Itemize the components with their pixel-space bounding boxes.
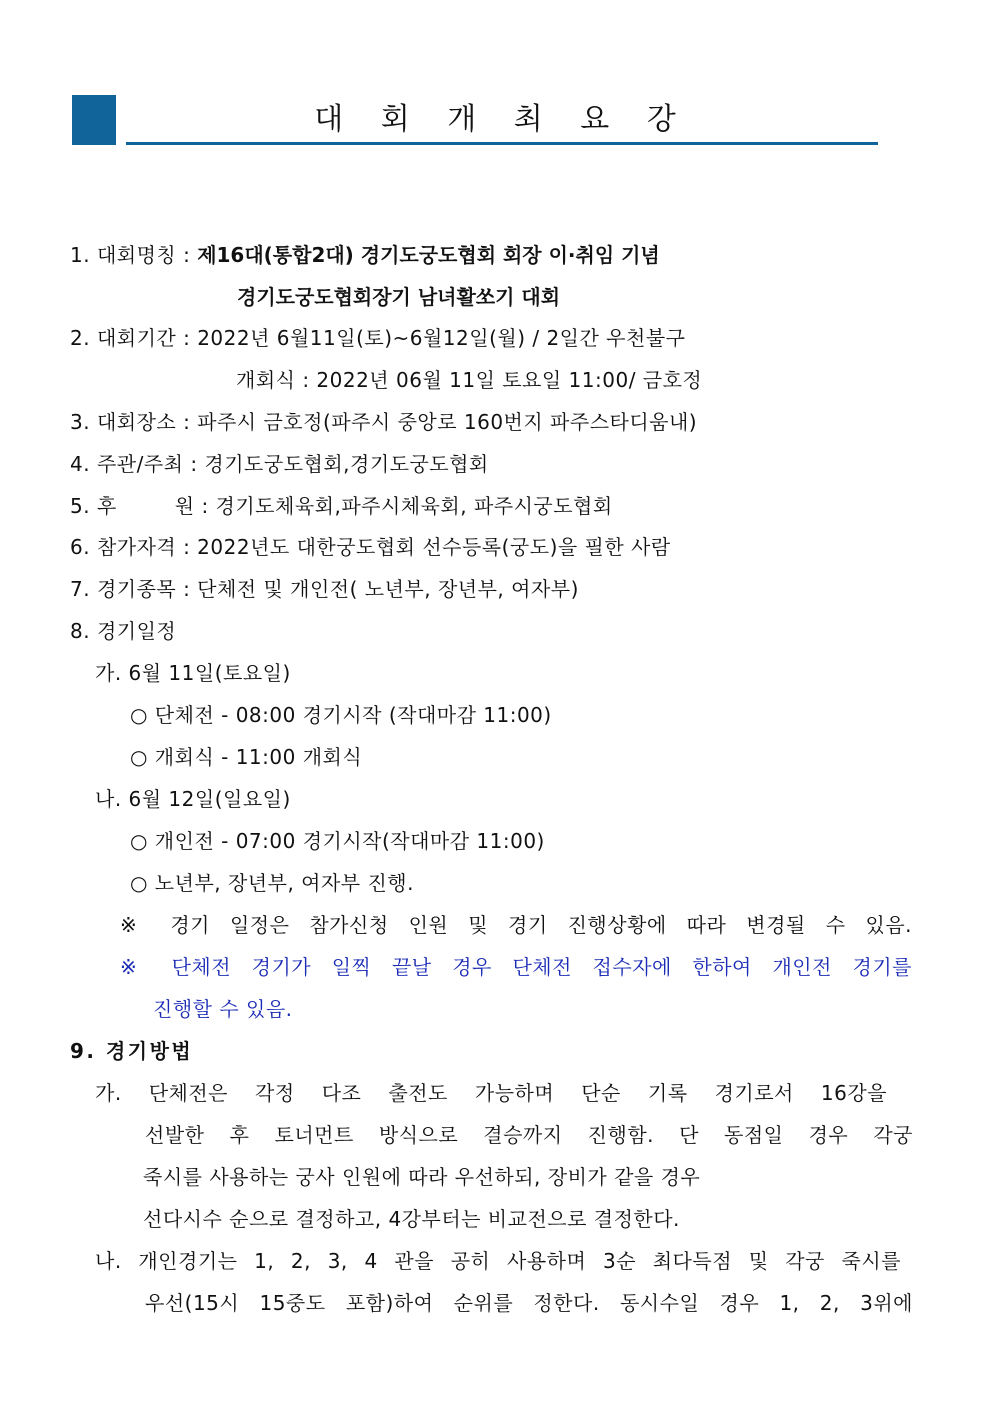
schedule-day1-team: ○ 단체전 - 08:00 경기시작 (작대마감 11:00) <box>130 703 552 727</box>
item-1-line2: 경기도궁도협회장기 남녀활쏘기 대회 <box>237 285 561 309</box>
item-2-line2: 개회식 : 2022년 06월 11일 토요일 11:00/ 금호정 <box>236 368 703 392</box>
schedule-day2-divisions: ○ 노년부, 장년부, 여자부 진행. <box>130 871 414 895</box>
method-team-line3: 죽시를 사용하는 궁사 인원에 따라 우선하되, 장비가 같을 경우 <box>143 1165 701 1189</box>
item-7: 7. 경기종목 : 단체전 및 개인전( 노년부, 장년부, 여자부) <box>70 577 579 601</box>
schedule-day2-individual: ○ 개인전 - 07:00 경기시작(작대마감 11:00) <box>130 829 545 853</box>
item-1-label: 1. 대회명칭 : <box>70 243 198 267</box>
schedule-day1: 가. 6월 11일(토요일) <box>95 661 291 685</box>
item-9-title: 9. 경기방법 <box>70 1039 194 1063</box>
item-2-label: 2. 대회기간 : <box>70 326 198 350</box>
item-2 <box>70 325 685 351</box>
schedule-note-1: ※ 경기 일정은 참가신청 인원 및 경기 진행상황에 따라 변경될 수 있음. <box>120 913 912 937</box>
schedule-day1-ceremony: ○ 개회식 - 11:00 개회식 <box>130 745 363 769</box>
item-5 <box>70 493 613 519</box>
page-title: 대 회 개 최 요 강 <box>314 102 690 137</box>
item-1 <box>70 242 660 268</box>
item-6: 6. 참가자격 : 2022년도 대한궁도협회 선수등록(궁도)을 필한 사람 <box>70 535 671 559</box>
header-rule <box>126 142 878 145</box>
schedule-note-2: ※ 단체전 경기가 일찍 끝날 경우 단체전 접수자에 한하여 개인전 경기를 <box>120 955 912 979</box>
method-team-line4: 선다시수 순으로 결정하고, 4강부터는 비교전으로 결정한다. <box>143 1207 680 1231</box>
method-individual-line1: 나. 개인경기는 1, 2, 3, 4 관을 공히 사용하며 3순 최다득점 및 각궁 죽시를 <box>95 1249 901 1273</box>
method-team-line2: 선발한 후 토너먼트 방식으로 결승까지 진행함. 단 동점일 경우 각궁 <box>145 1123 913 1147</box>
item-2-value: 2022년 6월11일(토)~6월12일(월) / 2일간 우천불구 <box>197 326 686 350</box>
item-4: 4. 주관/주최 : 경기도궁도협회,경기도궁도협회 <box>70 452 489 476</box>
item-5-label-b: 원 : 경기도체육회,파주시체육회, 파주시궁도협회 <box>174 494 613 518</box>
schedule-note-2-cont: 진행할 수 있음. <box>153 997 293 1021</box>
item-1-value: 제16대(통합2대) 경기도궁도협회 회장 이·취임 기념 <box>197 243 660 267</box>
method-team-line1: 가. 단체전은 각정 다조 출전도 가능하며 단순 기록 경기로서 16강을 <box>95 1081 887 1105</box>
item-5-label-a: 5. 후 <box>70 494 117 518</box>
item-8-title: 8. 경기일정 <box>70 619 177 643</box>
schedule-day2: 나. 6월 12일(일요일) <box>95 787 291 811</box>
method-individual-line2: 우선(15시 15중도 포함)하여 순위를 정한다. 동시수일 경우 1, 2, 3위에 <box>145 1291 913 1315</box>
header-accent-square <box>72 95 116 145</box>
item-3: 3. 대회장소 : 파주시 금호정(파주시 중앙로 160번지 파주스타디움내) <box>70 410 698 434</box>
